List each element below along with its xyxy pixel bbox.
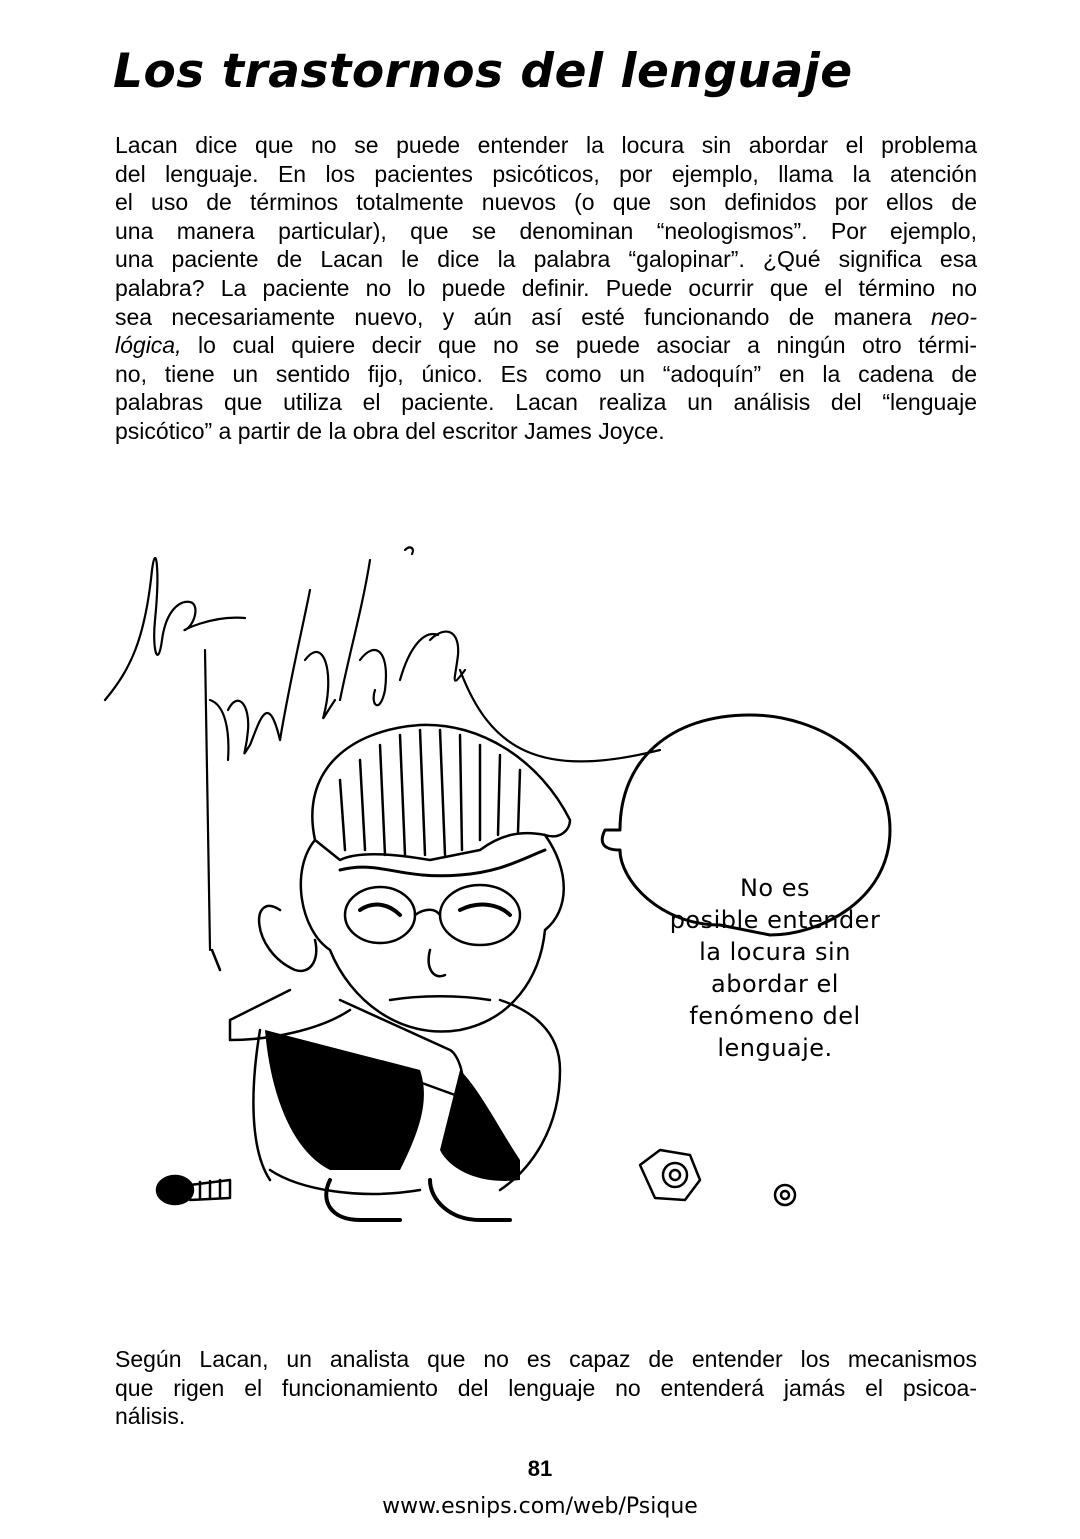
text-line: Según Lacan, un analista que no es capaz de entender los mecanismos	[115, 1346, 977, 1372]
footer-url: www.esnips.com/web/Psique	[382, 1494, 698, 1519]
page-number: 81	[527, 1456, 553, 1481]
text-line: una paciente de Lacan le dice la palabra “galopinar”. ¿Qué significa esa	[115, 246, 977, 273]
bubble-line: No es	[739, 874, 811, 902]
bubble-line: la locura sin	[699, 938, 851, 966]
cartoon-hair	[312, 725, 570, 860]
nut-icon	[640, 1150, 700, 1200]
text-line: palabras que utiliza el paciente. Lacan realiza un análisis del “lenguaje	[115, 389, 977, 416]
cartoon-body	[230, 990, 560, 1220]
small-nut-icon	[775, 1185, 795, 1205]
italic-fragment: neo-	[930, 303, 977, 330]
bolt-icon	[157, 1176, 230, 1204]
bubble-line: posible entender	[669, 906, 881, 934]
text-line: Lacan dice que no se puede entender la locura sin abordar el problema	[115, 132, 977, 158]
text-fragment: lo cual quiere decir que no se puede asociar a ningún otro térmi-	[181, 332, 977, 359]
text-line: el uso de términos totalmente nuevos (o que son definidos por ellos de	[115, 189, 977, 216]
text-line	[115, 303, 977, 332]
text-line: no, tiene un sentido fijo, único. Es como un “adoquín” en la cadena de	[115, 360, 977, 387]
text-line	[115, 331, 977, 360]
pointer-stick	[212, 950, 220, 970]
page-title: Los trastornos del lenguaje	[113, 44, 853, 99]
speech-bubble-text	[640, 872, 910, 1064]
intro-paragraph	[115, 131, 977, 446]
bubble-line: abordar el	[711, 970, 839, 998]
text-line: nálisis.	[115, 1403, 186, 1430]
cartoon-face	[259, 835, 564, 1032]
bubble-line: lenguaje.	[717, 1034, 833, 1062]
text-fragment: sea necesariamente nuevo, y aún así esté funcionando de manera	[115, 303, 931, 330]
text-line: que rigen el funcionamiento del lenguaje no entenderá jamás el psicoa-	[115, 1374, 977, 1401]
italic-fragment: lógica,	[115, 332, 182, 359]
handwritten-word-la-palabra	[105, 547, 660, 950]
closing-paragraph	[115, 1345, 977, 1431]
text-line: una manera particular), que se denominan “neologismos”. Por ejemplo,	[115, 217, 977, 244]
text-line: del lenguaje. En los pacientes psicóticos, por ejemplo, llama la atención	[115, 160, 977, 187]
bubble-line: fenómeno del	[689, 1002, 861, 1030]
text-line: palabra? La paciente no lo puede definir. Puede ocurrir que el término no	[115, 274, 977, 301]
text-line: psicótico” a partir de la obra del escritor James Joyce.	[115, 417, 665, 444]
